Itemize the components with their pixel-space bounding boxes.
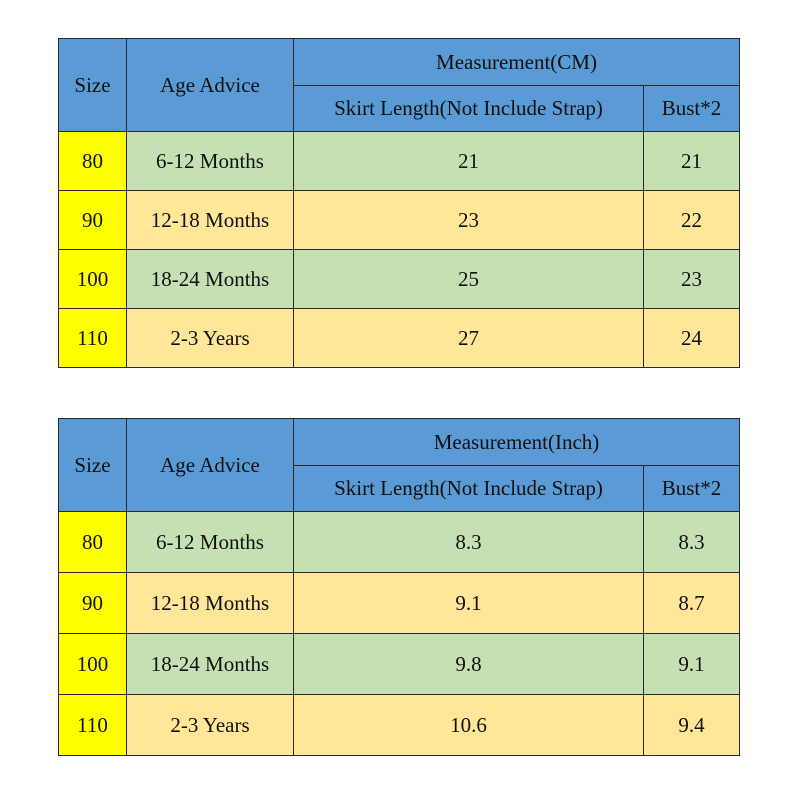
header-size: Size — [59, 419, 127, 512]
header-measurement: Measurement(Inch) — [294, 419, 740, 466]
skirt-length-cell: 8.3 — [294, 512, 644, 573]
bust-cell: 21 — [644, 132, 740, 191]
table-row — [59, 634, 740, 695]
size-cell: 90 — [59, 573, 127, 634]
table-row — [59, 309, 740, 368]
size-chart-cm-table — [58, 38, 740, 368]
table-row — [59, 695, 740, 756]
bust-cell: 23 — [644, 250, 740, 309]
size-chart-inch-table — [58, 418, 740, 756]
age-cell: 2-3 Years — [127, 309, 294, 368]
header-bust: Bust*2 — [644, 466, 740, 512]
size-cell: 80 — [59, 132, 127, 191]
header-bust: Bust*2 — [644, 86, 740, 132]
age-cell: 12-18 Months — [127, 573, 294, 634]
bust-cell: 22 — [644, 191, 740, 250]
size-cell: 90 — [59, 191, 127, 250]
bust-cell: 8.7 — [644, 573, 740, 634]
header-size: Size — [59, 39, 127, 132]
bust-cell: 9.1 — [644, 634, 740, 695]
size-cell: 100 — [59, 634, 127, 695]
table-row — [59, 191, 740, 250]
bust-cell: 24 — [644, 309, 740, 368]
skirt-length-cell: 10.6 — [294, 695, 644, 756]
table-row — [59, 512, 740, 573]
table-row — [59, 132, 740, 191]
size-cell: 80 — [59, 512, 127, 573]
skirt-length-cell: 9.1 — [294, 573, 644, 634]
age-cell: 2-3 Years — [127, 695, 294, 756]
age-cell: 12-18 Months — [127, 191, 294, 250]
skirt-length-cell: 9.8 — [294, 634, 644, 695]
table-row — [59, 573, 740, 634]
header-measurement: Measurement(CM) — [294, 39, 740, 86]
age-cell: 6-12 Months — [127, 512, 294, 573]
skirt-length-cell: 23 — [294, 191, 644, 250]
bust-cell: 8.3 — [644, 512, 740, 573]
size-cell: 110 — [59, 309, 127, 368]
skirt-length-cell: 27 — [294, 309, 644, 368]
bust-cell: 9.4 — [644, 695, 740, 756]
age-cell: 6-12 Months — [127, 132, 294, 191]
header-age-advice: Age Advice — [127, 419, 294, 512]
header-skirt-length: Skirt Length(Not Include Strap) — [294, 466, 644, 512]
size-cell: 100 — [59, 250, 127, 309]
header-skirt-length: Skirt Length(Not Include Strap) — [294, 86, 644, 132]
age-cell: 18-24 Months — [127, 250, 294, 309]
age-cell: 18-24 Months — [127, 634, 294, 695]
size-cell: 110 — [59, 695, 127, 756]
skirt-length-cell: 21 — [294, 132, 644, 191]
table-row — [59, 250, 740, 309]
header-age-advice: Age Advice — [127, 39, 294, 132]
skirt-length-cell: 25 — [294, 250, 644, 309]
